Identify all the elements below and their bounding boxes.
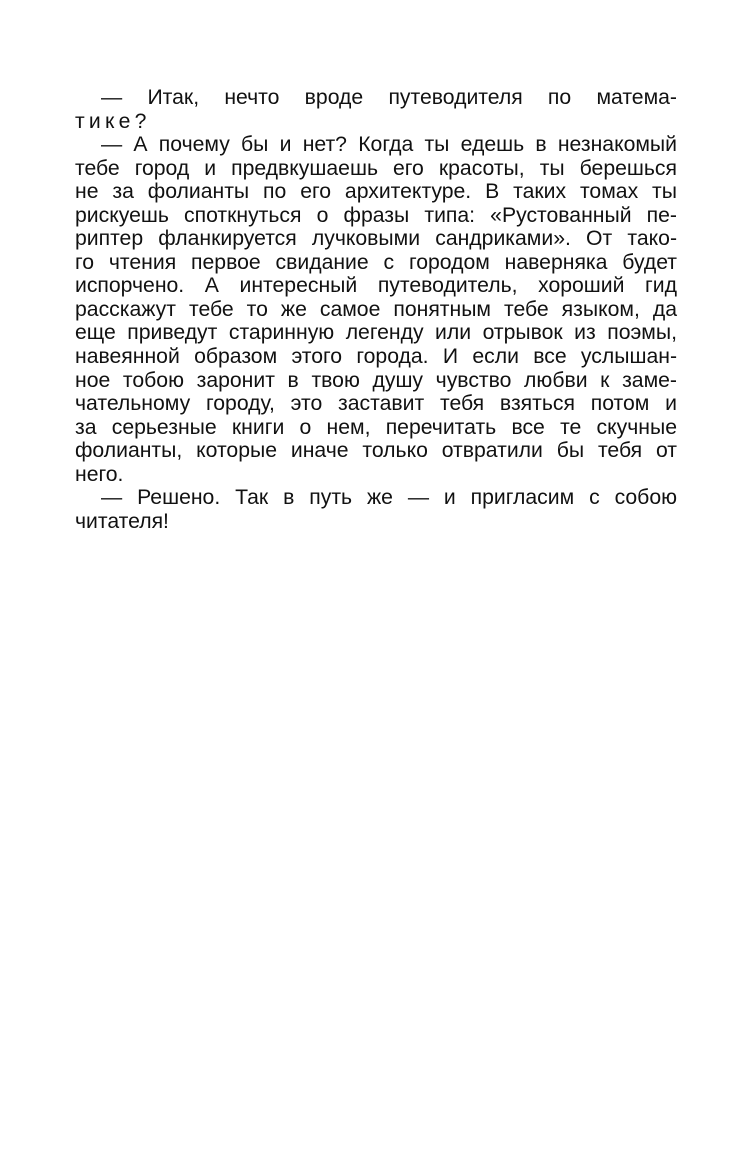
paragraph-3-line-1: — Решено. Так в путь же — и пригласим с собою xyxy=(101,486,677,510)
paragraph-2-line-8: расскажут тебе то же самое понятным тебе языком, да xyxy=(75,297,677,321)
paragraph-2-line-4: рискуешь споткнуться о фразы типа: «Рустованный пе- xyxy=(75,203,677,227)
paragraph-2-line-1: — А почему бы и нет? Когда ты едешь в незнакомый xyxy=(101,133,677,157)
paragraph-2-line-2: тебе город и предвкушаешь его красоты, ты берешься xyxy=(75,156,677,180)
paragraph-2-line-13: за серьезные книги о нем, перечитать все те скучные xyxy=(75,415,677,439)
page-text xyxy=(75,86,677,533)
paragraph-2-line-12: чательному городу, это заставит тебя взяться потом и xyxy=(75,392,677,416)
paragraph-3-line-2: читателя! xyxy=(75,509,169,533)
paragraph-2-line-3: не за фолианты по его архитектуре. В таких томах ты xyxy=(75,180,677,204)
paragraph-2-line-5: риптер фланкируется лучковыми сандриками». От тако- xyxy=(75,227,677,251)
paragraph-2-line-9: еще приведут старинную легенду или отрывок из поэмы, xyxy=(75,321,677,345)
paragraph-1-line-2: тике? xyxy=(75,109,151,133)
paragraph-2-line-11: ное тобою заронит в твою душу чувство любви к заме- xyxy=(75,368,677,392)
paragraph-2-line-10: навеянной образом этого города. И если все услышан- xyxy=(75,345,677,369)
paragraph-2-line-14: фолианты, которые иначе только отвратили бы тебя от xyxy=(75,439,677,463)
paragraph-2-line-7: испорчено. А интересный путеводитель, хороший гид xyxy=(75,274,677,298)
paragraph-2-line-15: него. xyxy=(75,462,124,486)
paragraph-1-line-1: — Итак, нечто вроде путеводителя по матема- xyxy=(101,86,677,109)
paragraph-2-line-6: го чтения первое свидание с городом наверняка будет xyxy=(75,250,677,274)
